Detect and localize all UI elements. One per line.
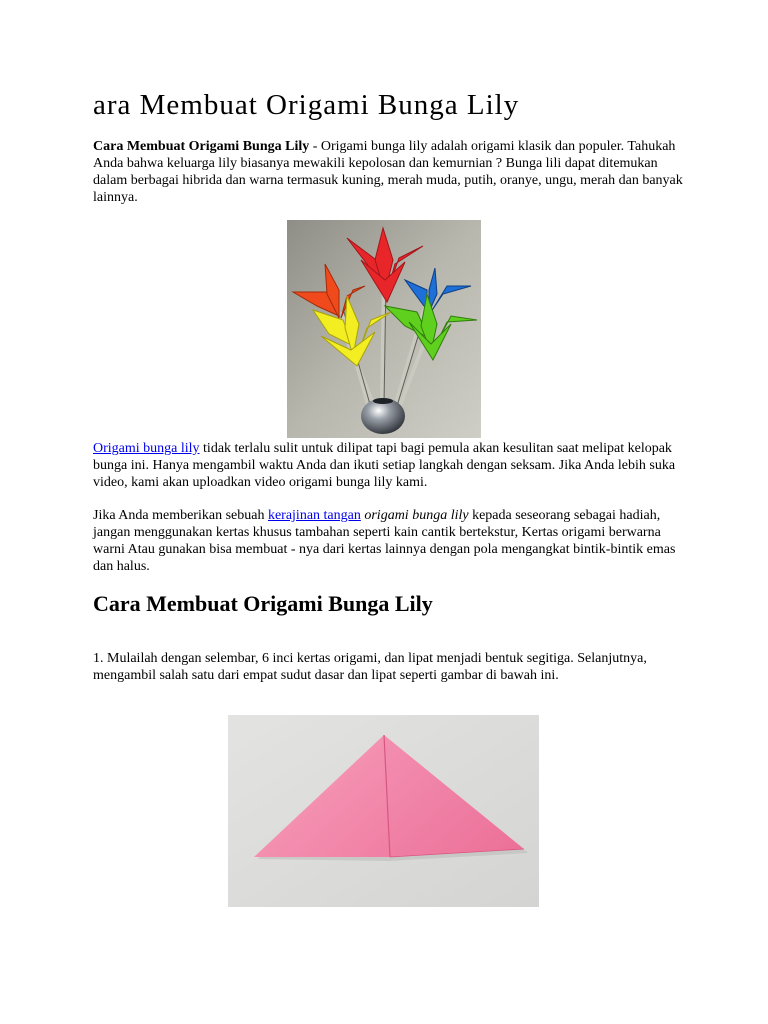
difficulty-text: tidak terlalu sulit untuk dilipat tapi bagi pemula akan kesulitan saat melipat kelopak bunga ini. Hanya mengambil waktu Anda dan ikuti setiap langkah dengan seksam. Jika Anda lebih suka video, kami akan uploadkan video origami bunga lily kami. <box>93 441 676 490</box>
kerajinan-tangan-link[interactable]: kerajinan tangan <box>267 508 361 523</box>
section-heading: Cara Membuat Origami Bunga Lily <box>93 591 433 616</box>
page-title: ara Membuat Origami Bunga Lily <box>93 89 520 121</box>
origami-bunga-lily-link[interactable]: Origami bunga lily <box>93 441 200 456</box>
folded-triangle-photo <box>228 715 539 907</box>
intro-bold-lead: Cara Membuat Origami Bunga Lily <box>93 139 310 154</box>
difficulty-paragraph <box>93 440 683 491</box>
step-1-paragraph: 1. Mulailah dengan selembar, 6 inci kertas origami, dan lipat menjadi bentuk segitiga. Selanjutnya, mengambil salah satu dari empat sudut dasar dan lipat seperti gambar di bawah ini. <box>93 651 647 683</box>
origami-lily-photo <box>287 220 481 438</box>
gift-italic-text: origami bunga lily <box>364 508 469 523</box>
intro-text: - Origami bunga lily adalah origami klasik dan populer. Tahukah Anda bahwa keluarga lily biasanya mewakili kepolosan dan kemurnian ? Bunga lili dapat ditemukan dalam berbagai hibrida dan warna termasuk kuning, merah muda, putih, oranye, ungu, merah dan banyak lainnya. <box>93 139 683 205</box>
gift-paragraph <box>93 507 683 575</box>
gift-text-after: kepada seseorang sebagai hadiah, jangan menggunakan kertas khusus tambahan seperti kain cantik bertekstur, Kertas origami berwarna warni Atau gunakan bisa membuat - nya dari kertas lainnya dengan pola mengangkat bintik-bintik emas dan halus. <box>93 508 676 574</box>
intro-paragraph <box>93 138 683 206</box>
gift-text-before: Jika Anda memberikan sebuah <box>93 508 268 523</box>
